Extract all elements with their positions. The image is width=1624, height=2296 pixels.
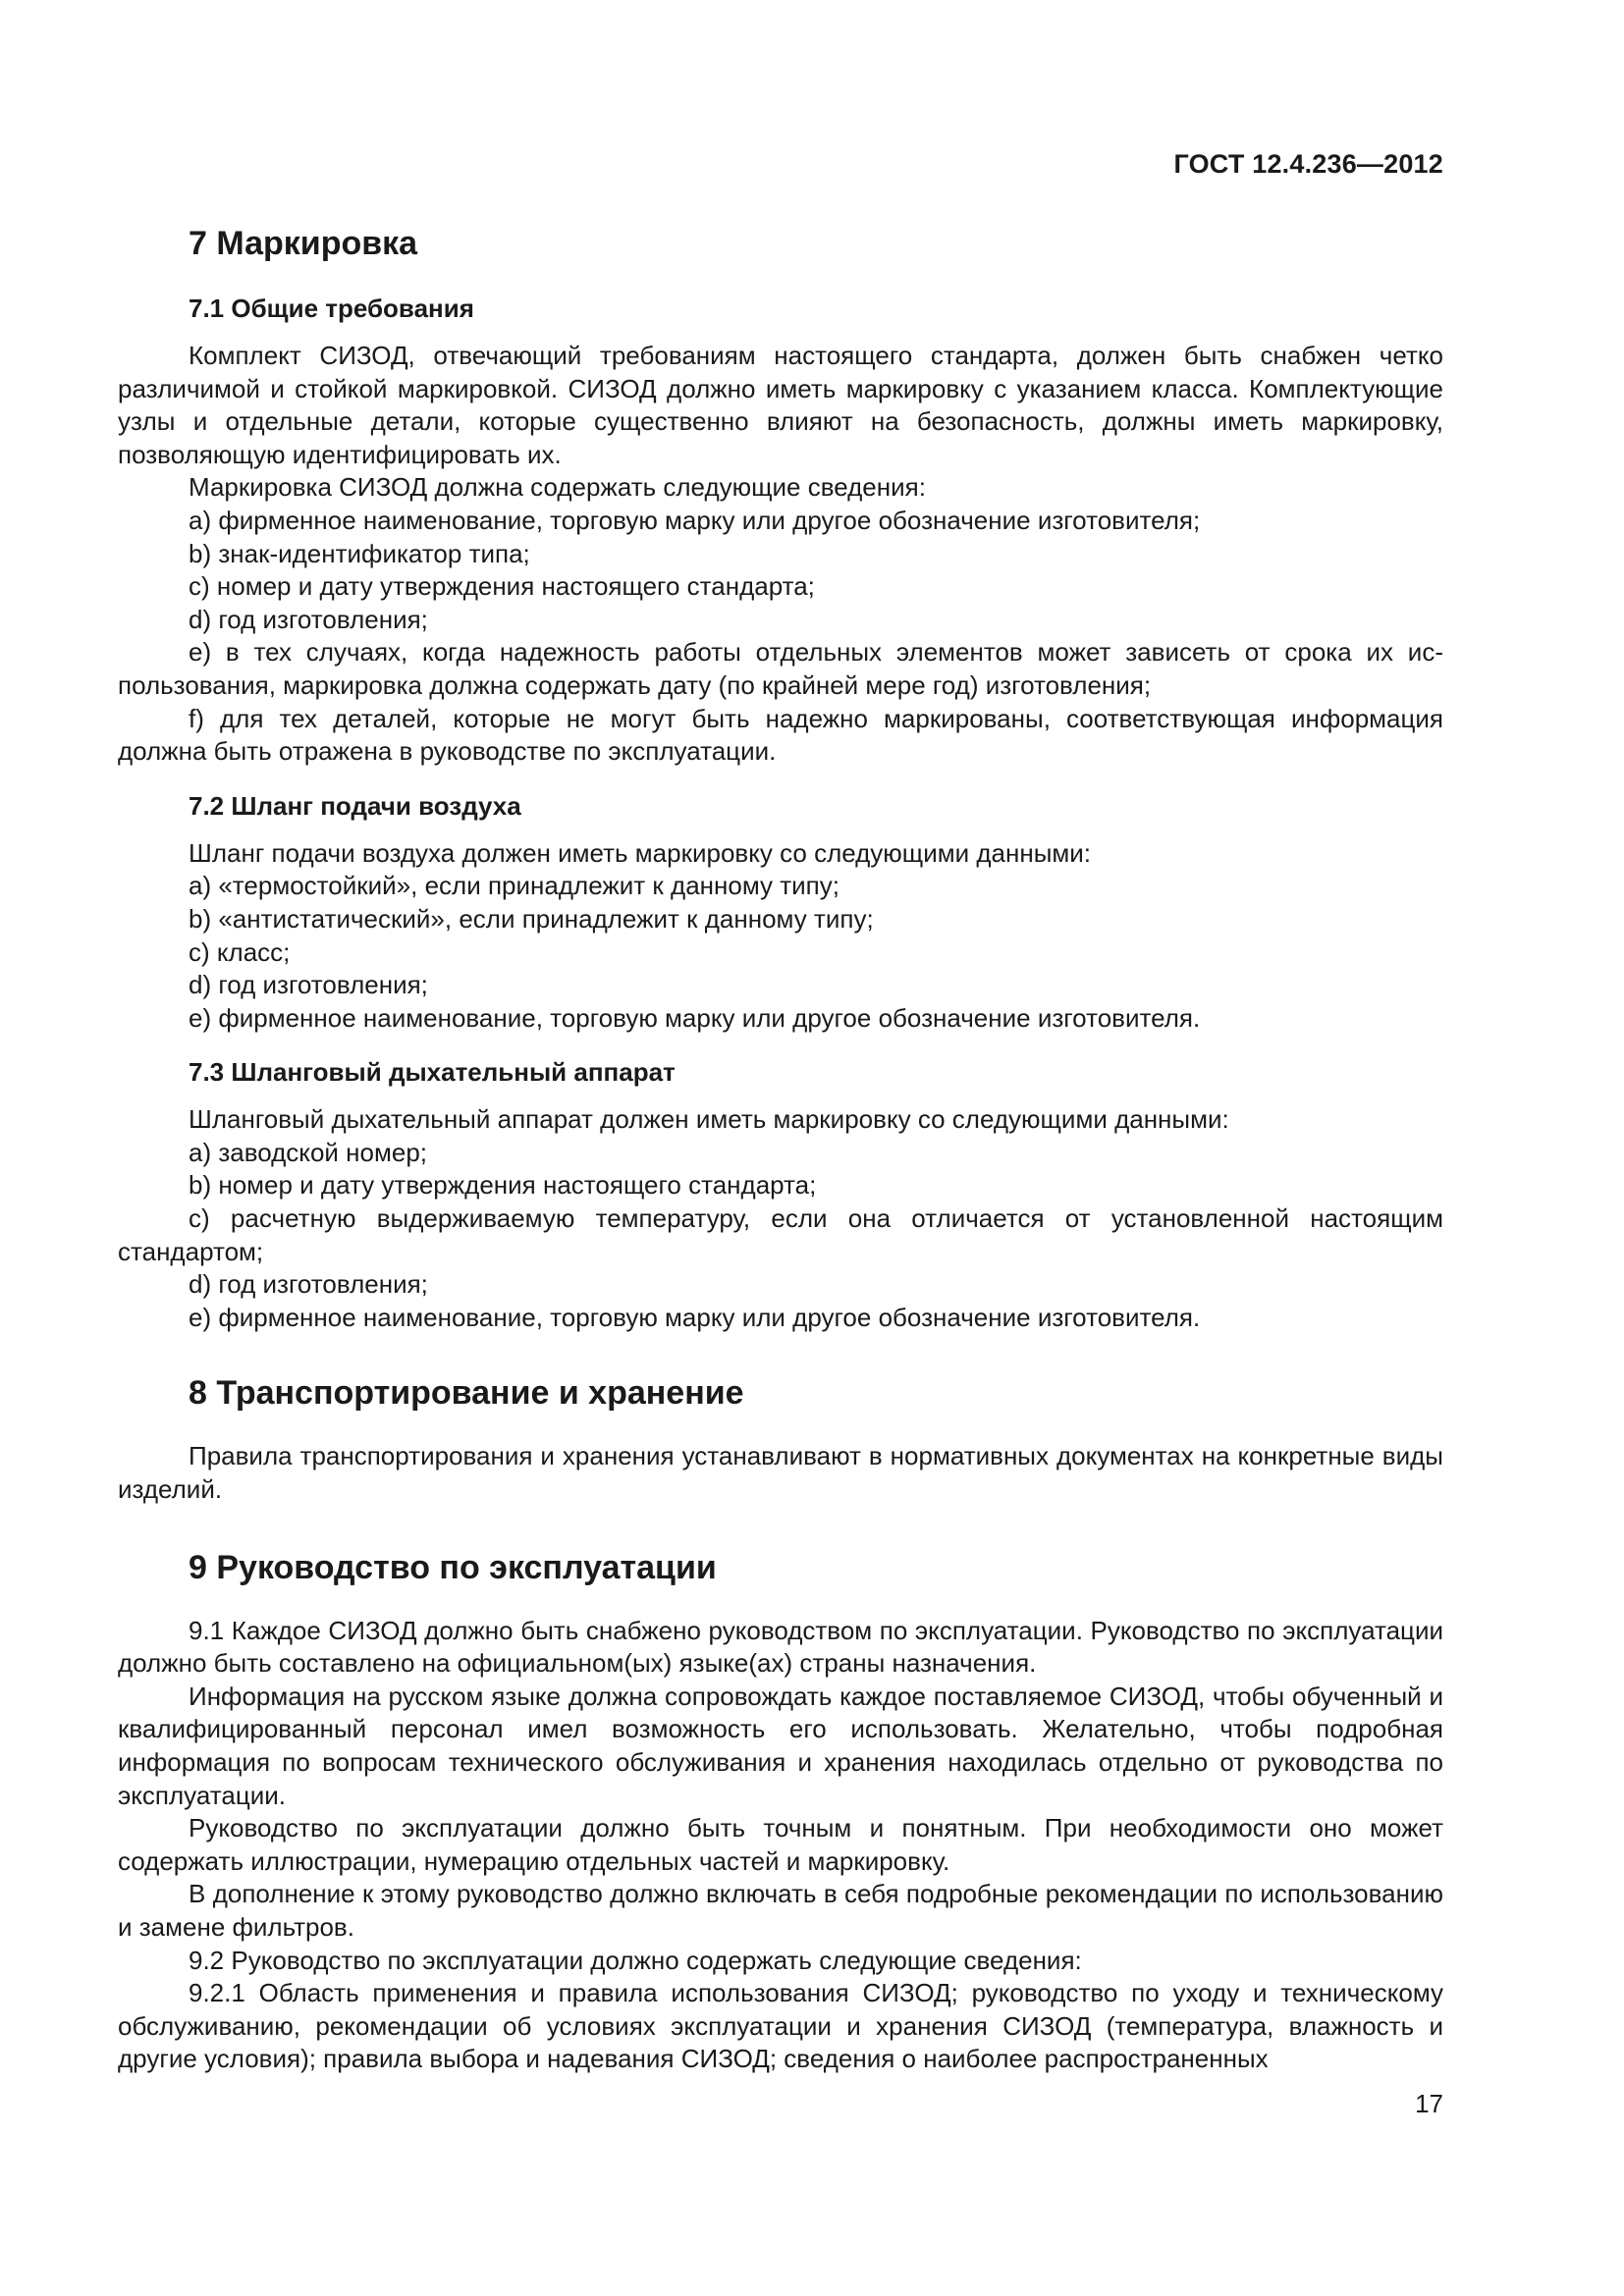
paragraph: 9.2 Руководство по эксплуатации должно содержать следующие сведения: xyxy=(189,1945,1082,1975)
subsection-7-1-title: 7.1 Общие требования xyxy=(189,294,474,323)
paragraph: Шланг подачи воздуха должен иметь маркировку со следующими данными: xyxy=(189,837,1092,868)
paragraph: 9.1 Каждое СИЗОД должно быть снабжено руководством по эксплуатации. Руководство по эксплуатации должно быть составлено на официальном(ых) языке(ах) страны назначения. xyxy=(118,1615,1443,1679)
page-number: 17 xyxy=(1415,2089,1443,2118)
list-item: d) год изготовления; xyxy=(189,604,428,634)
list-item: e) фирменное наименование, торговую марку или другое обозначение изготовителя. xyxy=(189,1302,1201,1332)
list-item: c) класс; xyxy=(189,936,291,967)
list-item: c) расчетную выдерживаемую температуру, если она отличается от установленной настоящим стандартом; xyxy=(118,1203,1443,1266)
list-item: d) год изготовления; xyxy=(189,970,428,1000)
list-item: e) фирменное наименование, торговую марку или другое обозначение изготовителя. xyxy=(189,1002,1201,1033)
section-9-title: 9 Руководство по эксплуатации xyxy=(189,1548,717,1586)
section-8-title: 8 Транспортирование и хранение xyxy=(189,1374,744,1413)
paragraph: Руководство по эксплуатации должно быть точным и понятным. При необходимости оно может содержать иллюстрации, нумерацию отдельных частей и маркировку. xyxy=(118,1813,1443,1876)
subsection-7-2-title: 7.2 Шланг подачи воздуха xyxy=(189,790,521,821)
section-7-title: 7 Маркировка xyxy=(189,225,418,262)
list-item: b) знак-идентификатор типа; xyxy=(189,538,530,568)
list-item: f) для тех деталей, которые не могут быть надежно маркированы, соответствующая информация должна быть отражена в руководстве по эксплуатации. xyxy=(118,703,1443,767)
subsection-7-3-title: 7.3 Шланговый дыхательный аппарат xyxy=(189,1057,676,1088)
document-code: ГОСТ 12.4.236—2012 xyxy=(1173,149,1443,179)
paragraph: В дополнение к этому руководство должно включать в себя подробные рекомендации по использованию и замене фильтров. xyxy=(118,1879,1443,1942)
paragraph: Правила транспортирования и хранения устанавливают в нормативных документах на конкретные виды изделий. xyxy=(118,1441,1443,1505)
paragraph: Комплект СИЗОД, отвечающий требованиям настоящего стандарта, должен быть снабжен четко различимой и стойкой маркировкой. СИЗОД должно иметь маркировку с указанием класса. Комплектующие узлы и отдельные детали, которые существенно влияют на безопасность, должны иметь маркировку, позволяющую идентифицировать их. xyxy=(118,341,1443,469)
list-item: d) год изготовления; xyxy=(189,1269,428,1300)
list-item: b) «антистатический», если принадлежит к данному типу; xyxy=(189,903,874,934)
list-item: a) заводской номер; xyxy=(189,1137,428,1167)
list-item: b) номер и дату утверждения настоящего стандарта; xyxy=(189,1170,817,1201)
paragraph: 9.2.1 Область применения и правила использования СИЗОД; руководство по уходу и техническому обслуживанию, рекомендации об условиях эксплуатации и хранения СИЗОД (температура, влажность и другие условия); правила выбора и надевания СИЗОД; сведения о наиболее распространенных xyxy=(118,1978,1443,2074)
list-item: a) фирменное наименование, торговую марку или другое обозначение изготовителя; xyxy=(189,505,1201,535)
paragraph: Маркировка СИЗОД должна содержать следующие сведения: xyxy=(189,472,926,503)
page-content xyxy=(118,222,1443,2076)
list-item: c) номер и дату утверждения настоящего стандарта; xyxy=(189,571,815,602)
paragraph: Информация на русском языке должна сопровождать каждое поставляемое СИЗОД, чтобы обученный и квалифицированный персонал имел возможность его использовать. Желательно, чтобы подробная информация по вопросам технического обслуживания и хранения находилась отдельно от руководства по эксплуатации. xyxy=(118,1681,1443,1810)
paragraph: Шланговый дыхательный аппарат должен иметь маркировку со следующими данными: xyxy=(189,1104,1229,1135)
list-item: e) в тех случаях, когда надежность работы отдельных элементов может зависеть от срока их использования, маркировка должна содержать дату (по крайней мере год) изготовления; xyxy=(118,637,1443,700)
list-item: a) «термостойкий», если принадлежит к данному типу; xyxy=(189,871,839,901)
